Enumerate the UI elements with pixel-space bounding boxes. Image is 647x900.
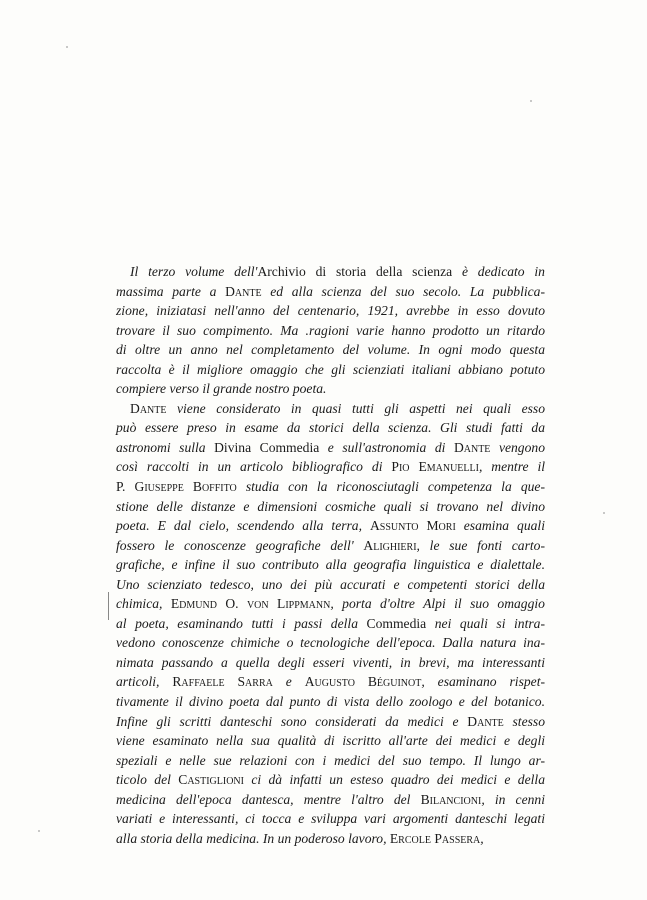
text-line [116,418,545,438]
text-line [116,262,545,282]
text-segment: vedono conoscenze chimiche o tecnologiche dell'epoca. Dalla natura ina- [116,635,545,651]
text-segment: Uno scienziato tedesco, uno dei più accurati e competenti storici della [116,576,545,592]
text-line [116,301,545,321]
text-segment: di oltre un anno nel completamento del volume. In ogni modo questa [116,342,545,358]
text-segment: Infine gli scritti danteschi sono considerati da medici e [116,713,468,729]
text-line [116,477,545,497]
text-segment: raccolta è il migliore omaggio che gli scienziati italiani abbiano potuto [116,361,545,377]
proper-name: Dante [130,400,167,416]
text-segment: , mentre il [478,459,546,475]
text-segment: e [272,674,305,690]
text-segment: , in cenni [481,791,545,807]
proper-name: Dante [225,283,262,299]
text-segment: studia con la riconosciutagli competenza la que- [236,479,545,495]
text-line [116,321,545,341]
proper-name: Edmund O. von Lippmann [170,596,331,612]
text-segment: fossero le conoscenze geografiche dell' [116,537,364,553]
proper-name: P. Giuseppe Boffito [116,479,237,495]
text-segment: di storia della scienza [305,264,453,279]
text-segment: massima parte a [116,283,226,299]
text-segment: variati e interessanti, ci tocca e sviluppa vari argomenti danteschi legati [116,811,545,827]
text-segment: vengono [490,439,545,455]
proper-name: Alighieri [363,537,417,553]
text-segment: tivamente il divino poeta dal punto di vista dello zoologo e del botanico. [116,694,545,710]
text-segment: chimica, [116,596,171,612]
text-segment: viene esaminato nella sua qualità di iscritto all'arte dei medici e degli [116,733,545,749]
proper-name: Augusto Béguinot [304,674,422,690]
text-line [116,594,545,614]
text-line [116,770,545,790]
text-segment: articoli, [116,674,173,690]
text-segment: trovare il suo compimento. Ma .ragioni varie hanno prodotto un ritardo [116,322,545,338]
body-text [116,262,545,848]
text-segment: medicina dell'epoca dantesca, mentre l'altro del [116,791,421,807]
text-line [116,575,545,595]
text-segment: Il terzo volume dell' [130,264,258,279]
text-line [116,516,545,536]
text-segment: compiere verso il grande nostro poeta. [116,381,327,397]
text-segment: ed alla scienza del suo secolo. La pubblica- [261,283,545,299]
scan-speck [603,512,605,514]
paragraph [116,262,545,399]
text-line [116,790,545,810]
text-line [116,809,545,829]
text-line [116,457,545,477]
text-segment: , porta d'oltre Alpi il suo omaggio [330,596,545,612]
text-line [116,653,545,673]
text-segment: zione, iniziatasi nell'anno del centenario, 1921, avrebbe in esso dovuto [116,303,545,319]
text-segment: è dedicato in [452,264,545,279]
text-segment: esamina quali [455,518,545,534]
text-segment: , [480,830,484,846]
text-line [116,555,545,575]
text-segment: nimata passando a quella degli esseri viventi, in brevi, ma interessanti [116,654,545,670]
text-line [116,829,545,849]
paragraph [116,399,545,849]
scan-speck [530,100,532,102]
text-segment: nei quali si intra- [426,615,545,631]
text-line [116,399,545,419]
text-segment: e sull'astronomia di [319,439,454,455]
text-line [116,340,545,360]
text-line [116,672,545,692]
text-segment: astronomi sulla [116,439,215,455]
text-segment: grafiche, e infine il suo contributo alla geografia linguistica e dialettale. [116,557,545,573]
text-segment: ticolo del [116,772,179,788]
text-segment: poeta. E dal cielo, scendendo alla terra, [116,518,370,534]
proper-name: Assunto Mori [369,518,456,534]
proper-name: Castiglioni [178,772,244,788]
text-segment: viene considerato in quasi tutti gli aspetti nei quali esso [166,400,545,416]
text-line [116,282,545,302]
text-segment: stesso [503,713,545,729]
scan-speck [66,46,68,48]
text-segment: , le sue fonti carto- [416,537,545,553]
text-line [116,360,545,380]
text-segment: Divina Commedia [214,439,320,455]
text-segment: stione delle distanze e dimensioni cosmiche quali si trovano nel divino [116,498,545,514]
text-segment: Archivio [257,264,306,279]
text-line [116,379,545,399]
text-segment: può essere preso in esame da storici della scienza. Gli studi fatti da [116,420,545,436]
proper-name: Raffaele Sarra [172,674,273,690]
scan-speck [38,830,40,832]
text-line [116,751,545,771]
text-segment: Commedia [366,615,427,631]
text-segment: ci dà infatti un esteso quadro dei medici e della [244,772,545,788]
text-line [116,614,545,634]
text-line [116,438,545,458]
text-line [116,497,545,517]
proper-name: Pio Emanuelli [391,459,479,475]
text-line [116,692,545,712]
text-line [116,731,545,751]
proper-name: Ercole Passera [389,830,481,846]
text-segment: speziali e nelle sue relazioni con i medici del suo tempo. Il lungo ar- [116,752,545,768]
margin-mark [108,592,109,620]
proper-name: Bilancioni [420,791,482,807]
text-segment: , esaminano rispet- [421,674,545,690]
text-line [116,633,545,653]
proper-name: Dante [453,439,491,455]
text-segment: al poeta, esaminando tutti i passi della [116,615,367,631]
text-line [116,712,545,732]
proper-name: Dante [467,713,504,729]
text-segment: così raccolti in un articolo bibliografico di [116,459,392,475]
text-line [116,536,545,556]
text-segment: alla storia della medicina. In un poderoso lavoro, [116,830,390,846]
